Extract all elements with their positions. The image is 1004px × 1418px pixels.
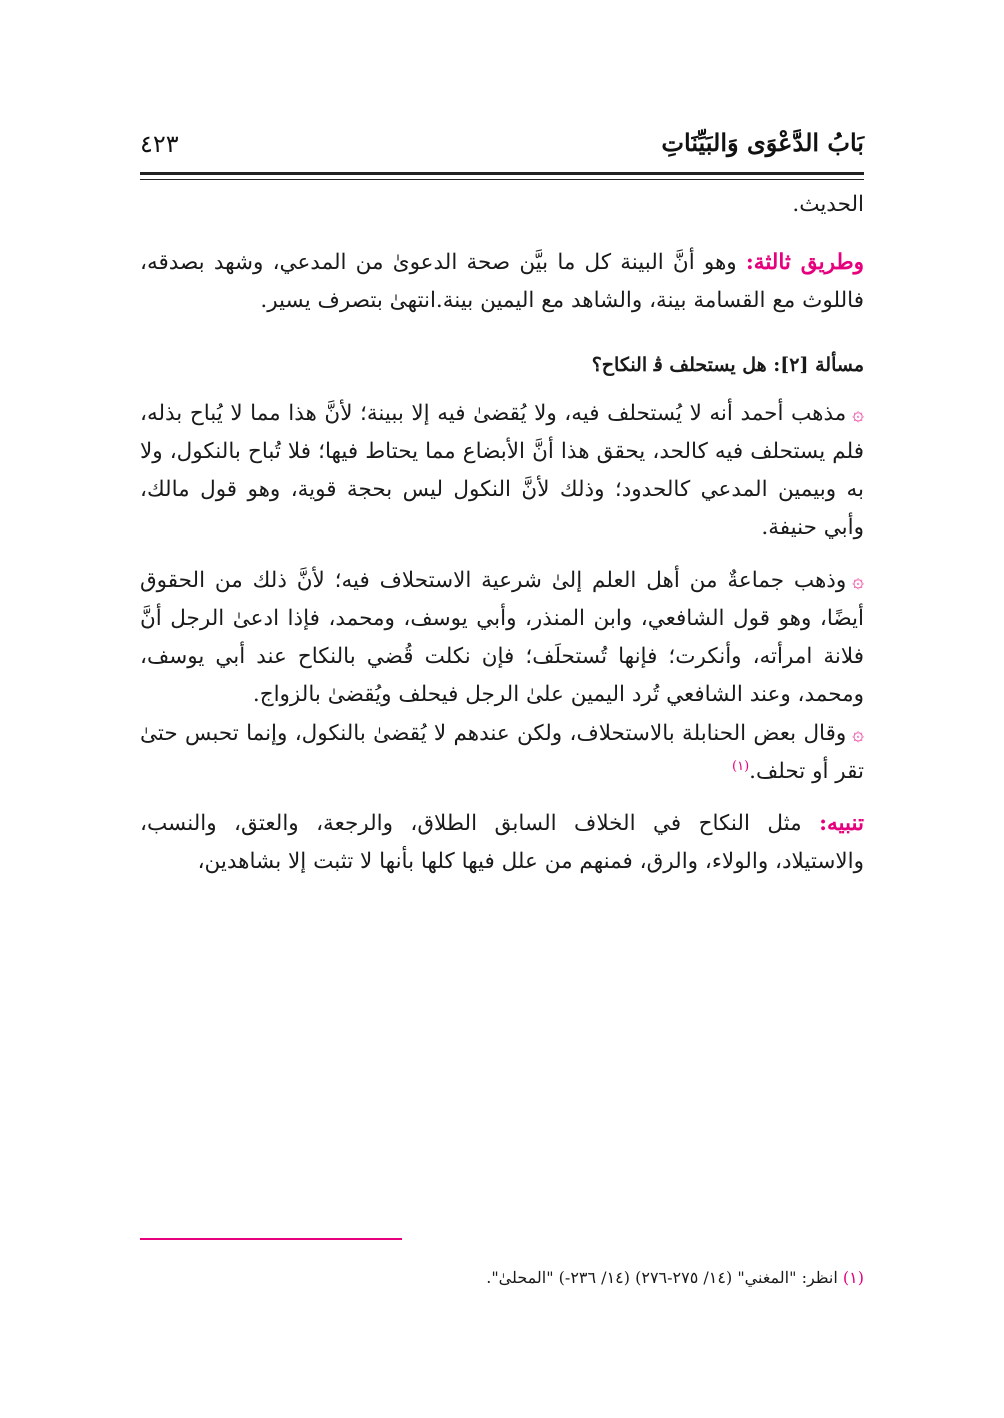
page-body: [140, 186, 864, 881]
flower-bullet-icon: ۞: [852, 721, 864, 745]
paragraph-0: الحديث.: [792, 192, 864, 217]
footnote-number: (١): [842, 1268, 864, 1287]
paragraph-4-text: وقال بعض الحنابلة بالاستحلاف، ولكن عندهم لا يُقضىٰ بالنكول، وإنما تحبس حتىٰ تقر أو تحلف.: [140, 721, 864, 784]
chapter-title: بَابُ الدَّعْوَى وَالبَيِّنَاتِ: [661, 128, 864, 157]
issue-heading: [140, 346, 864, 384]
flower-bullet-icon: ۞: [852, 401, 864, 425]
paragraph-2-text: مذهب أحمد أنه لا يُستحلف فيه، ولا يُقضىٰ فيه إلا ببينة؛ لأنَّ هذا مما لا يُباح بذله، فلم يستحلف فيه كالحد، يحقق هذا أنَّ الأبضاع مما يحتاط فيها؛ فلا تُباح بالنكول، ولا به وبيمين المدعي كالحدود؛ وذلك لأنَّ النكول ليس بحجة قوية، وهو قول مالك، وأبي حنيفة.: [140, 401, 864, 540]
paragraph-4: [140, 714, 864, 791]
footnote-text: انظر: "المغني" (١٤/ ٢٧٥-٢٧٦) (١٤/ ٢٣٦-) "المحلىٰ".: [486, 1268, 838, 1287]
footnote-ref[interactable]: (١): [732, 758, 750, 774]
footnote-rule: [140, 1238, 402, 1240]
paragraph-3: [140, 561, 864, 714]
issue-title: هل يستحلف ﭬ النكاح؟: [591, 354, 774, 376]
page-header: [140, 128, 864, 168]
paragraph-3-text: وذهب جماعةٌ من أهل العلم إلىٰ شرعية الاستحلاف فيه؛ لأنَّ ذلك من الحقوق أيضًا، وهو قول الشافعي، وابن المنذر، وأبي يوسف، ومحمد، فإذا ادعىٰ الرجل أنَّ فلانة امرأته، وأنكرت؛ فإنها تُستحلَف؛ فإن نكلت قُضي بالنكاح عند أبي يوسف، ومحمد، وعند الشافعي تُرد اليمين علىٰ الرجل فيحلف ويُقضىٰ بالزواج.: [140, 568, 864, 707]
paragraph-5: [140, 805, 864, 881]
paragraph-1-text: وهو أنَّ البينة كل ما بيَّن صحة الدعوىٰ من المدعي، وشهد بصدقه، فاللوث مع القسامة بينة، والشاهد مع اليمين بينة.انتهىٰ بتصرف يسير.: [140, 250, 864, 313]
paragraph-1: [140, 244, 864, 320]
footnote: [140, 1266, 864, 1290]
issue-label: مسألة [٢]:: [773, 354, 864, 376]
header-rule-thick: [140, 172, 864, 175]
flower-bullet-icon: ۞: [852, 568, 864, 592]
paragraph-5-text: مثل النكاح في الخلاف السابق الطلاق، والرجعة، والعتق، والنسب، والاستيلاد، والولاء، والرق، فمنهم من علل فيها كلها بأنها لا تثبت إلا بشاهدين،: [140, 811, 864, 874]
paragraph-5-lead: تنبيه:: [819, 811, 864, 836]
paragraph-2: [140, 394, 864, 547]
paragraph-1-lead: وطريق ثالثة:: [745, 250, 864, 275]
header-rule-thin: [140, 179, 864, 180]
page-number: ٤٢٣: [140, 130, 179, 158]
